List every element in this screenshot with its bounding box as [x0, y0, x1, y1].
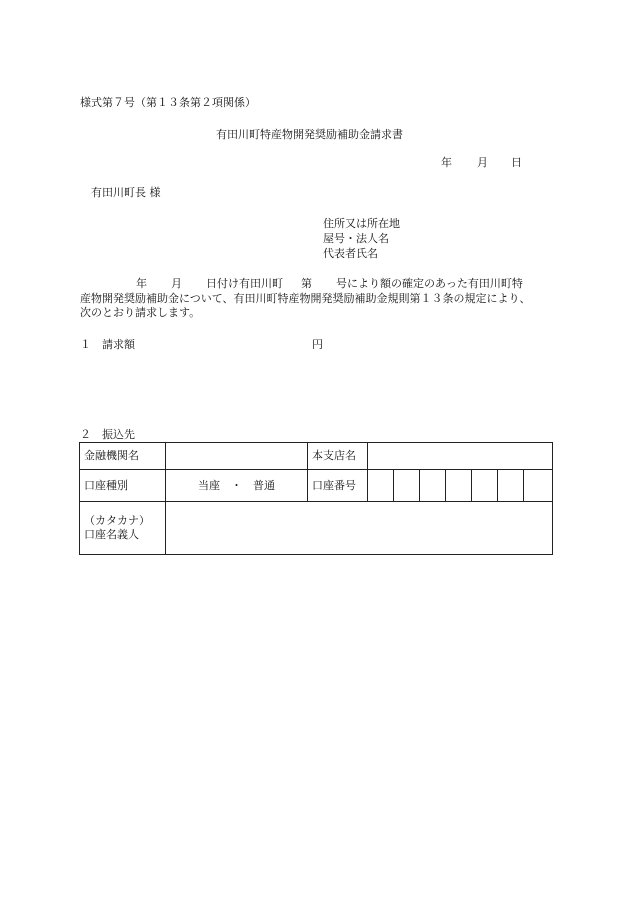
account-type-options[interactable]: 当座 ・ 普通 [166, 470, 308, 502]
bank-account-table [79, 442, 553, 555]
account-number-digit-5[interactable] [472, 470, 498, 502]
date-month: 月 [477, 156, 488, 169]
account-holder-kana-label: （カタカナ） [84, 514, 150, 527]
account-number-digit-2[interactable] [394, 470, 420, 502]
request-paragraph [80, 277, 558, 321]
account-number-digit-3[interactable] [420, 470, 446, 502]
account-holder-label: 口座名義人 [84, 528, 139, 541]
paragraph-dai: 第 [301, 277, 312, 290]
request-amount-unit: 円 [312, 338, 323, 351]
form-title: 有田川町特産物開発奨励補助金請求書 [216, 128, 403, 141]
paragraph-year: 年 [136, 277, 147, 290]
paragraph-rest-line-1: 号により額の確定のあった有田川町特 [336, 277, 523, 290]
account-number-label: 口座番号 [308, 470, 368, 502]
account-holder-label-cell [80, 502, 166, 555]
applicant-name-label: 屋号・法人名 [323, 232, 389, 245]
bank-name-field[interactable] [166, 443, 308, 470]
applicant-rep-label: 代表者氏名 [323, 247, 378, 260]
account-row [80, 470, 553, 502]
account-type-label: 口座種別 [80, 470, 166, 502]
paragraph-line-1 [80, 277, 558, 292]
form-number: 様式第７号（第１３条第２項関係） [80, 96, 256, 109]
branch-name-field[interactable] [368, 443, 553, 470]
account-number-digit-4[interactable] [446, 470, 472, 502]
paragraph-line-3: 次のとおり請求します。 [80, 306, 201, 319]
account-number-digit-7[interactable] [524, 470, 553, 502]
paragraph-month: 月 [171, 277, 182, 290]
request-amount-label: １ 請求額 [80, 338, 135, 351]
date-year: 年 [441, 156, 452, 169]
holder-row [80, 502, 553, 555]
paragraph-date-ref: 日付け有田川町 [206, 277, 283, 290]
transfer-destination-label: ２ 振込先 [80, 428, 135, 441]
bank-row [80, 443, 553, 470]
branch-name-label: 本支店名 [308, 443, 368, 470]
account-number-digit-1[interactable] [368, 470, 394, 502]
bank-name-label: 金融機関名 [80, 443, 166, 470]
applicant-address-label: 住所又は所在地 [323, 217, 400, 230]
account-holder-field[interactable] [166, 502, 553, 555]
date-day: 日 [511, 156, 522, 169]
addressee: 有田川町長 様 [91, 186, 161, 199]
paragraph-line-2: 産物開発奨励補助金について、有田川町特産物開発奨励補助金規則第１３条の規定により、 [80, 291, 531, 305]
account-number-digit-6[interactable] [498, 470, 524, 502]
